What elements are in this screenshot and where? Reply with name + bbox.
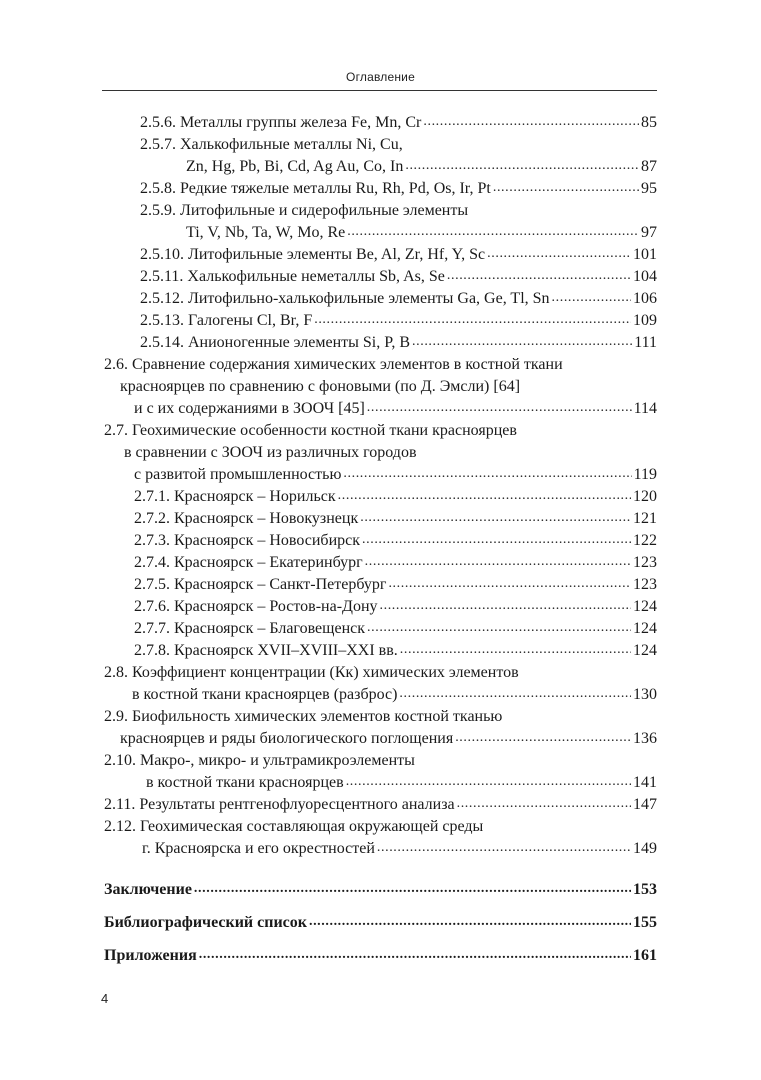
toc-entry-title: 2.5.10. Литофильные элементы Be, Al, Zr, Hf, Y, Sc	[140, 246, 486, 263]
toc-entry[interactable]	[146, 771, 657, 793]
toc-entry-title: 2.7.1. Красноярск – Норильск	[134, 488, 336, 505]
toc-entry-title: в костной ткани красноярцев (разброс)	[132, 686, 398, 703]
toc-entry-title: Библиографический список	[104, 914, 307, 931]
leader-dots	[338, 487, 631, 507]
toc-entry-page: 147	[633, 796, 657, 813]
toc-entry-page: 109	[633, 312, 657, 329]
toc-entry-title: в костной ткани красноярцев	[146, 774, 344, 791]
toc-entry-page: 161	[633, 947, 657, 964]
leader-dots	[400, 641, 631, 661]
toc-entry-title: 2.6. Сравнение содержания химических элементов в костной ткани	[104, 356, 563, 373]
toc-entry[interactable]	[104, 419, 517, 441]
toc-entry[interactable]	[142, 837, 657, 859]
toc-entry[interactable]	[140, 265, 657, 287]
toc-entry-page: 123	[633, 554, 657, 571]
toc-entry[interactable]	[134, 595, 657, 617]
toc-entry-title: 2.5.7. Халькофильные металлы Ni, Cu,	[140, 136, 403, 153]
leader-dots	[399, 685, 631, 705]
toc-entry-conclusion[interactable]	[104, 878, 657, 900]
toc-entry-title: 2.5.12. Литофильно-халькофильные элементы Ga, Ge, Tl, Sn	[140, 290, 550, 307]
toc-entry[interactable]	[140, 177, 657, 199]
toc-entry[interactable]	[132, 683, 657, 705]
leader-dots	[362, 531, 631, 551]
toc-entry[interactable]	[134, 397, 657, 419]
toc-entry-title: 2.8. Коэффициент концентрации (Кк) химических элементов	[104, 664, 519, 681]
toc-entry[interactable]	[140, 199, 468, 221]
toc-entry[interactable]	[120, 375, 520, 397]
leader-dots	[367, 619, 631, 639]
toc-entry-page: 119	[633, 466, 657, 483]
header-rule	[102, 90, 657, 91]
toc-entry-title: 2.7.7. Красноярск – Благовещенск	[134, 620, 366, 637]
toc-entry-title: в сравнении с ЗООЧ из различных городов	[124, 444, 417, 461]
toc-entry-title: 2.5.6. Металлы группы железа Fe, Mn, Cr	[140, 114, 422, 131]
toc-entry[interactable]	[186, 155, 657, 177]
toc-entry-bibliography[interactable]	[104, 911, 657, 933]
toc-entry-page: 153	[633, 881, 657, 898]
leader-dots	[380, 597, 632, 617]
toc-entry-title: Приложения	[104, 947, 197, 964]
toc-entry-page: 136	[633, 730, 657, 747]
leader-dots	[377, 839, 631, 859]
toc-entry-title: красноярцев и ряды биологического поглощения	[120, 730, 454, 747]
leader-dots	[487, 245, 631, 265]
toc-entry-page: 95	[641, 180, 657, 197]
toc-entry-page: 155	[633, 914, 657, 931]
leader-dots	[314, 311, 631, 331]
leader-dots	[347, 223, 639, 243]
toc-entry-page: 122	[633, 532, 657, 549]
toc-entry-title: 2.11. Результаты рентгенофлуоресцентного анализа	[104, 796, 455, 813]
leader-dots	[367, 399, 632, 419]
toc-entry-page: 120	[633, 488, 657, 505]
toc-entry-page: 123	[633, 576, 657, 593]
toc-entry-title: 2.7.5. Красноярск – Санкт-Петербург	[134, 576, 387, 593]
leader-dots	[360, 509, 631, 529]
toc-entry[interactable]	[104, 793, 657, 815]
toc-entry-page: 104	[633, 268, 657, 285]
toc-entry-title: 2.7.3. Красноярск – Новосибирск	[134, 532, 361, 549]
leader-dots	[455, 729, 631, 749]
toc-entry-page: 111	[634, 334, 657, 351]
leader-dots	[388, 575, 631, 595]
toc-entry[interactable]	[134, 573, 657, 595]
toc-entry[interactable]	[140, 243, 657, 265]
toc-entry[interactable]	[104, 661, 519, 683]
toc-entry-title: 2.7.6. Красноярск – Ростов-на-Дону	[134, 598, 378, 615]
toc-entry-page: 106	[633, 290, 657, 307]
leader-dots	[405, 157, 639, 177]
toc-entry-page: 87	[641, 158, 657, 175]
leader-dots	[199, 946, 631, 966]
toc-entry[interactable]	[140, 309, 657, 331]
toc-entry-title: с развитой промышленностью	[134, 466, 342, 483]
toc-entry-page: 141	[633, 774, 657, 791]
toc-entry[interactable]	[140, 111, 657, 133]
toc-entry-title: Ti, V, Nb, Ta, W, Mo, Re	[186, 224, 346, 241]
leader-dots	[447, 267, 631, 287]
toc-entry-title: 2.5.14. Анионогенные элементы Si, P, B	[140, 334, 411, 351]
toc-entry[interactable]	[104, 705, 502, 727]
toc-entry-title: и с их содержаниями в ЗООЧ [45]	[134, 400, 365, 417]
leader-dots	[365, 553, 631, 573]
toc-entry-title: красноярцев по сравнению с фоновыми (по Д. Эмсли) [64]	[120, 378, 521, 395]
toc-entry[interactable]	[134, 507, 657, 529]
toc-entry-title: г. Красноярска и его окрестностей	[142, 840, 375, 857]
leader-dots	[309, 913, 631, 933]
toc-entry-page: 124	[633, 620, 657, 637]
leader-dots	[423, 113, 639, 133]
toc-entry-title: 2.7.2. Красноярск – Новокузнецк	[134, 510, 359, 527]
toc-entry-title: 2.7. Геохимические особенности костной ткани красноярцев	[104, 422, 517, 439]
leader-dots	[552, 289, 631, 309]
toc-entry-page: 124	[633, 598, 657, 615]
toc-entry[interactable]	[104, 815, 483, 837]
toc-entry-title: 2.9. Биофильность химических элементов костной тканью	[104, 708, 503, 725]
toc-entry[interactable]	[134, 639, 657, 661]
toc-entry-page: 114	[633, 400, 657, 417]
toc-entry-title: Заключение	[104, 881, 192, 898]
toc-entry-title: 2.7.8. Красноярск XVII–XVIII–XXI вв.	[134, 642, 398, 659]
toc-entry-title: 2.5.8. Редкие тяжелые металлы Ru, Rh, Pd, Os, Ir, Pt	[140, 180, 491, 197]
toc-entry-title: Zn, Hg, Pb, Bi, Cd, Ag Au, Co, In	[186, 158, 404, 175]
toc-entry-page: 130	[633, 686, 657, 703]
toc-entry-title: 2.5.9. Литофильные и сидерофильные элементы	[140, 202, 469, 219]
toc-entry[interactable]	[124, 441, 417, 463]
toc-entry[interactable]	[140, 287, 657, 309]
running-header: Оглавление	[346, 70, 415, 84]
leader-dots	[346, 773, 631, 793]
toc-entry-title: 2.12. Геохимическая составляющая окружающей среды	[104, 818, 484, 835]
leader-dots	[493, 179, 639, 199]
toc-entry-title: 2.10. Макро-, микро- и ультрамикроэлементы	[104, 752, 415, 769]
toc-entry[interactable]	[140, 133, 403, 155]
toc-entry-title: 2.7.4. Красноярск – Екатеринбург	[134, 554, 363, 571]
leader-dots	[194, 880, 631, 900]
toc-entry[interactable]	[134, 529, 657, 551]
toc-entry-title: 2.5.13. Галогены Cl, Br, F	[140, 312, 313, 329]
toc-entry-page: 149	[633, 840, 657, 857]
leader-dots	[412, 333, 632, 353]
toc-entry[interactable]	[134, 617, 657, 639]
toc-entry-page: 85	[641, 114, 657, 131]
leader-dots	[343, 465, 631, 485]
page-number: 4	[101, 991, 109, 1006]
toc-entry-page: 124	[633, 642, 657, 659]
toc-entry-title: 2.5.11. Халькофильные неметаллы Sb, As, Se	[140, 268, 445, 285]
toc-entry[interactable]	[134, 485, 657, 507]
toc-entry[interactable]	[186, 221, 657, 243]
toc-entry[interactable]	[134, 463, 657, 485]
toc-entry-page: 121	[633, 510, 657, 527]
toc-entry[interactable]	[140, 331, 657, 353]
leader-dots	[457, 795, 631, 815]
toc-entry[interactable]	[104, 353, 563, 375]
toc-entry[interactable]	[134, 551, 657, 573]
toc-entry-page: 97	[641, 224, 657, 241]
toc-entry-page: 101	[633, 246, 657, 263]
toc-entry[interactable]	[104, 749, 415, 771]
toc-entry[interactable]	[120, 727, 657, 749]
toc-entry-appendices[interactable]	[104, 944, 657, 966]
